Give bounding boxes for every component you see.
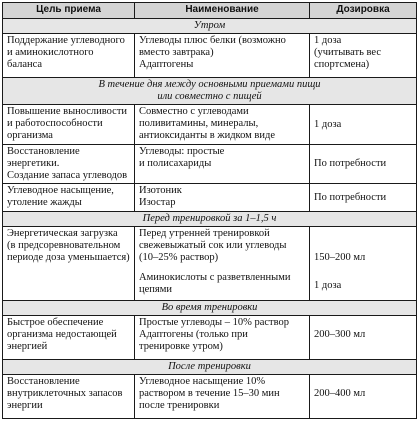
line: цепями [139,284,172,295]
line: и аминокислотного [7,47,94,58]
name-cell [135,184,310,212]
line: Поддержание углеводного [7,35,125,46]
section-title: Перед тренировкой за 1–1,5 ч [3,212,417,227]
line: (10–25% раствор) [139,252,219,263]
goal-cell [3,145,135,184]
line: поливитамины, минералы, [139,118,259,129]
table-row [3,34,417,78]
line: По потребности [314,158,387,169]
section-row-before-training [3,212,417,227]
name-cell [135,375,310,419]
dose-cell [310,105,417,145]
line: Энергетическая загрузка [7,228,118,239]
table-row [3,316,417,360]
line: Перед утренней тренировкой [139,228,270,239]
line: утоление жажды [7,197,82,208]
dose-cell [310,34,417,78]
dose-cell [310,316,417,360]
line: По потребности [314,191,387,203]
line: Простые углеводы – 10% раствор [139,317,290,328]
line: 200–300 мл [314,329,366,340]
line: свежевыжатый сок или углеводы [139,240,287,251]
supplement-table [2,2,417,419]
line: Совместно с углеводами [139,106,249,117]
dose-cell [310,227,417,301]
section-row-after-training [3,360,417,375]
line: внутриклеточных запасов [7,388,123,399]
table-row [3,375,417,419]
header-goal: Цель приема [3,3,135,19]
line: раствором в течение 15–30 мин [139,388,280,399]
line: Углеводное насыщение, [7,185,114,196]
name-cell [135,145,310,184]
table-row [3,184,417,212]
goal-cell [3,375,135,419]
line: 1 доза [314,280,342,291]
section-title: Утром [3,19,417,34]
table-row [3,105,417,145]
name-cell [135,34,310,78]
line: (учитывать вес [314,47,381,58]
line: тренировке утром) [139,341,223,352]
header-dose: Дозировка [310,3,417,19]
name-cell [135,105,310,145]
line: баланса [7,59,43,70]
line: организма [7,130,53,141]
line: и работоспособности [7,118,103,129]
name-cell [135,316,310,360]
header-name: Наименование [135,3,310,19]
line: В течение дня между основными приемами пищи [98,79,321,90]
line: после тренировки [139,400,220,411]
section-row-morning [3,19,417,34]
line: 200–400 мл [314,388,366,399]
section-title: Во время тренировки [3,301,417,316]
line: Адаптогены [139,59,194,70]
section-title [3,78,417,105]
line: энергией [7,341,48,352]
line: Повышение выносливости [7,106,128,117]
section-row-during-training [3,301,417,316]
line: Углеводы плюс белки (возможно [139,35,286,46]
line: (в предсоревновательном [7,240,121,251]
line: Создание запаса углеводов [7,170,128,181]
goal-cell [3,316,135,360]
line: организма недостающей [7,329,117,340]
goal-cell [3,105,135,145]
goal-cell [3,34,135,78]
line: Изостар [139,197,176,208]
table-row [3,145,417,184]
line: Быстрое обеспечение [7,317,104,328]
section-row-daytime [3,78,417,105]
line: 150–200 мл [314,252,366,263]
line: Аминокислоты с разветвленными [139,272,291,283]
line: Восстановление [7,376,80,387]
line: спортсмена) [314,59,370,70]
line: вместо завтрака) [139,47,214,58]
dose-cell [310,375,417,419]
dose-cell [310,184,417,212]
goal-cell [3,184,135,212]
dose-cell [310,145,417,184]
line: Изотоник [139,185,182,196]
goal-cell [3,227,135,301]
line: антиоксиданты в жидком виде [139,130,276,141]
line: Восстановление энергетики. [7,146,80,169]
table-row [3,227,417,301]
line: 1 доза [314,35,342,46]
section-title: После тренировки [3,360,417,375]
line: энергии [7,400,43,411]
line: Углеводы: простые [139,146,225,157]
line: или совместно с пищей [157,91,262,102]
line: и полисахариды [139,158,212,169]
line: периоде доза уменьшается) [7,252,130,263]
line: Адаптогены (только при [139,329,248,340]
name-cell [135,227,310,301]
header-row [3,3,417,19]
line: 1 доза [314,118,342,130]
line: Углеводное насыщение 10% [139,376,266,387]
